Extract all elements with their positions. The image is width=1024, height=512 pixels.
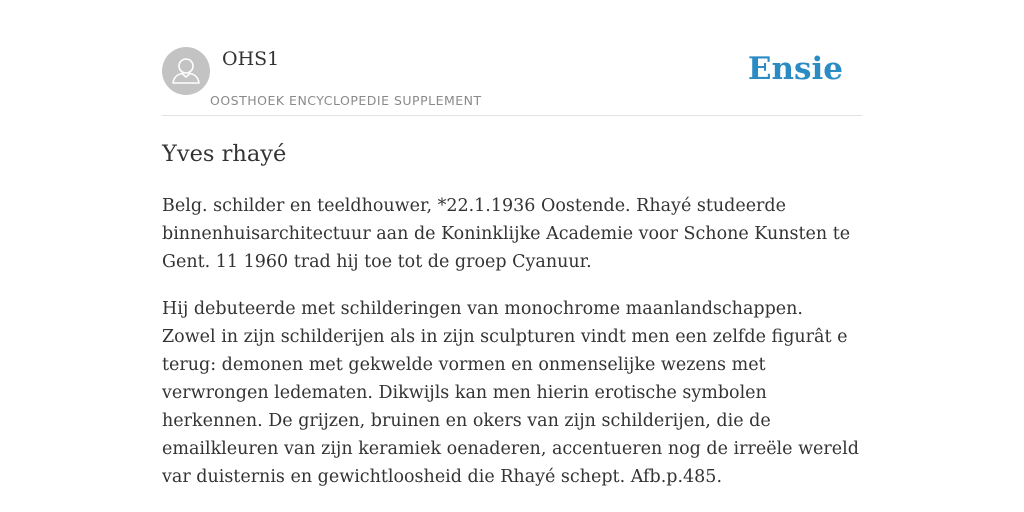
avatar[interactable]	[162, 47, 210, 95]
header	[162, 44, 862, 116]
author-name[interactable]: OHS1	[222, 48, 280, 70]
brand-logo[interactable]: Ensie	[747, 51, 843, 87]
article-paragraph: Belg. schilder en teeldhouwer, *22.1.1936 Oostende. Rhayé studeerde binnenhuisarchitectuur aan de Koninklijke Academie voor Schone Kunsten te Gent. 11 1960 trad hij toe tot de groep Cyanuur.	[162, 196, 851, 272]
user-silhouette-icon	[162, 47, 210, 95]
source-label[interactable]: OOSTHOEK ENCYCLOPEDIE SUPPLEMENT	[210, 93, 482, 108]
article	[162, 138, 862, 510]
article-title: Yves rhayé	[162, 141, 287, 167]
article-paragraph: Hij debuteerde met schilderingen van monochrome maanlandschappen. Zowel in zijn schilderijen als in zijn sculpturen vindt men een zelfde figurât e terug: demonen met gekwelde vormen en onmenselijke wezens met verwrongen ledematen. Dikwijls kan men hierin erotische symbolen herkennen. De grijzen, bruinen en okers van zijn schilderijen, die de emailkleuren van zijn keramiek oenaderen, accentueren nog de irreële wereld var duisternis en gewichtloosheid die Rhayé schept. Afb.p.485.	[162, 299, 859, 487]
